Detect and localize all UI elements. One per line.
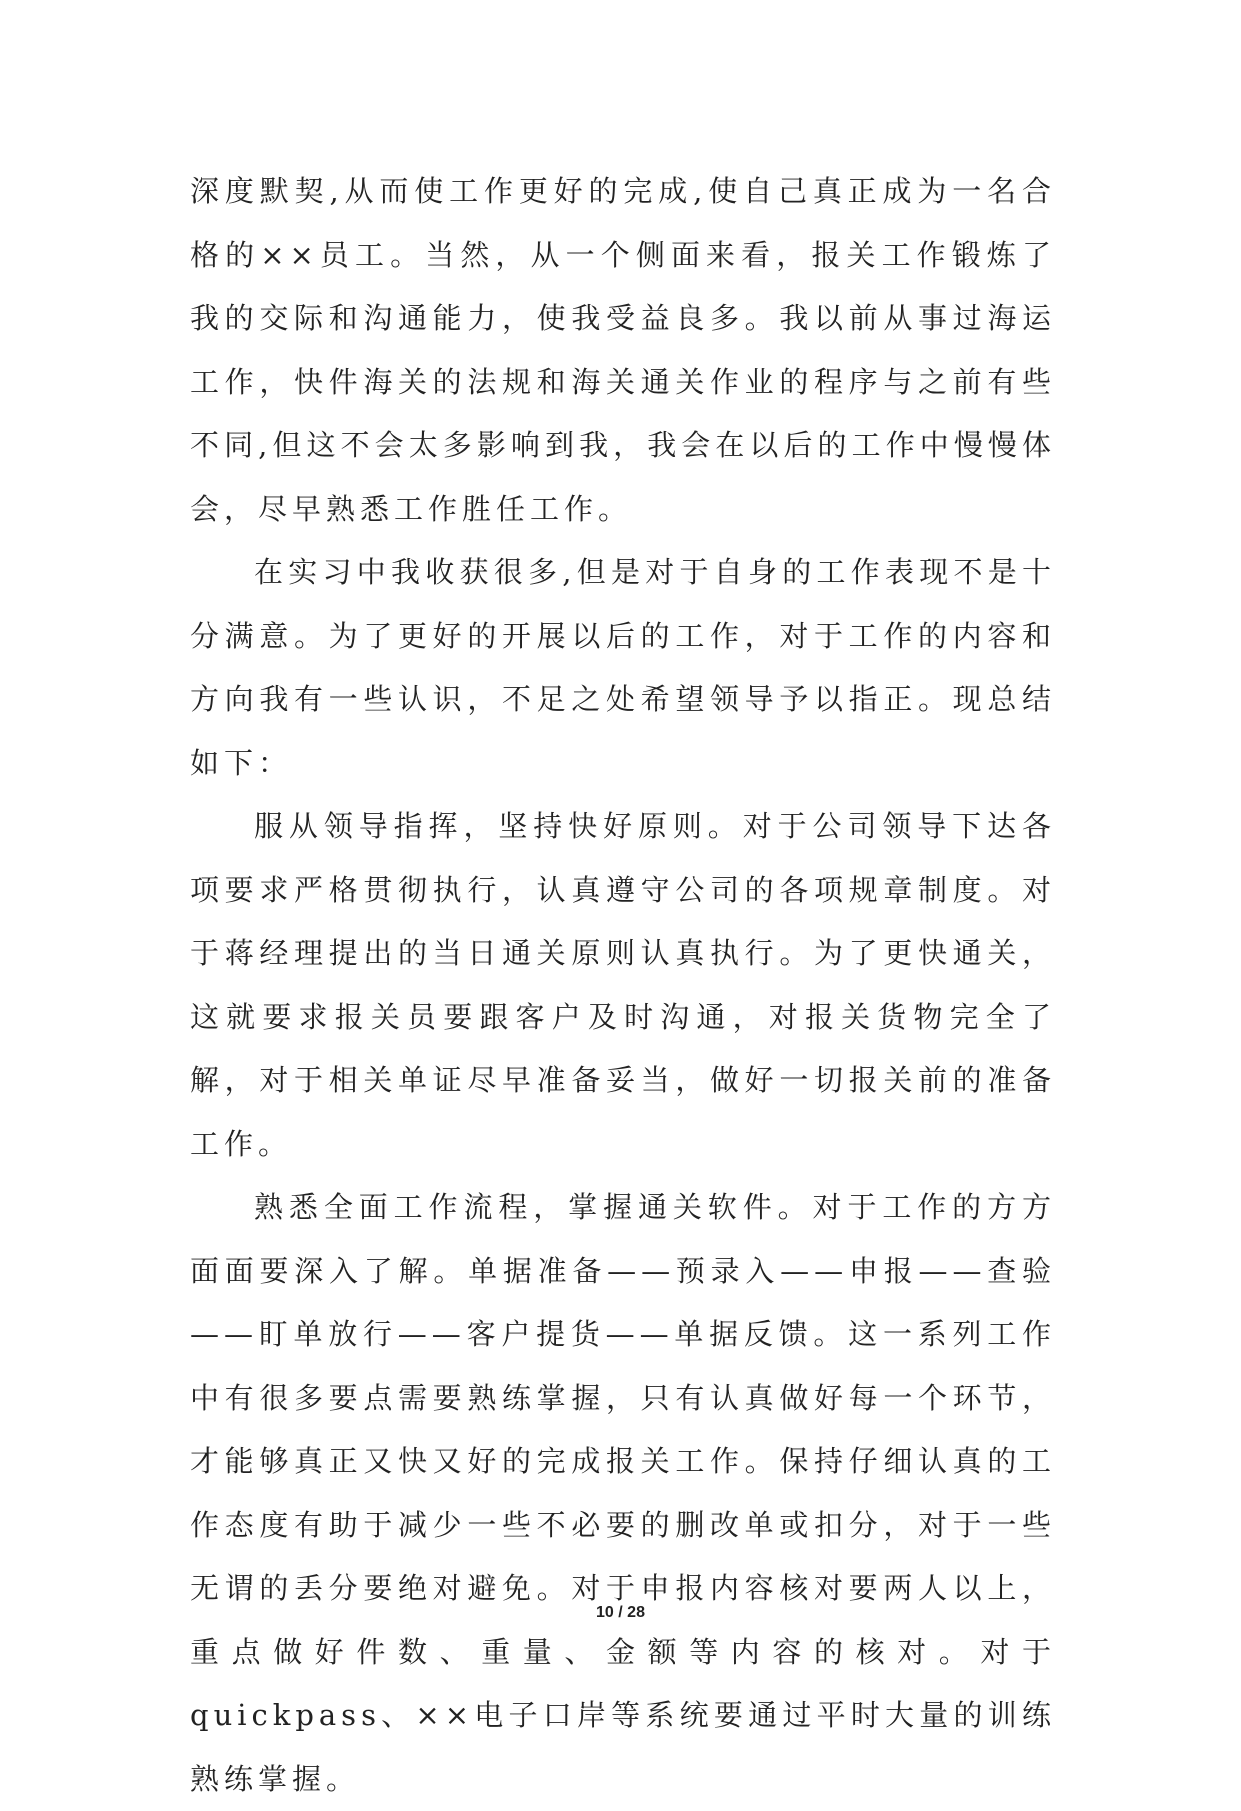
paragraph-internship-gains: 在实习中我收获很多,但是对于自身的工作表现不是十分满意。为了更好的开展以后的工作，对于工作的内容和方向我有一些认识，不足之处希望领导予以指正。现总结如下： <box>190 555 1056 780</box>
paragraph-continued: 深度默契,从而使工作更好的完成,使自己真正成为一名合格的××员工。当然，从一个侧面来看，报关工作锻炼了我的交际和沟通能力，使我受益良多。我以前从事过海运工作，快件海关的法规和海关通关作业的程序与之前有些不同,但这不会太多影响到我，我会在以后的工作中慢慢体会，尽早熟悉工作胜任工作。 <box>190 174 1056 526</box>
page-number: 10 / 28 <box>596 1604 645 1621</box>
body-text <box>190 160 1056 1811</box>
paragraph-follow-leadership: 服从领导指挥，坚持快好原则。对于公司领导下达各项要求严格贯彻执行，认真遵守公司的各项规章制度。对于蒋经理提出的当日通关原则认真执行。为了更快通关，这就要求报关员要跟客户及时沟通，对报关货物完全了解，对于相关单证尽早准备妥当，做好一切报关前的准备工作。 <box>190 809 1056 1161</box>
paragraph-workflow: 熟悉全面工作流程，掌握通关软件。对于工作的方方面面要深入了解。单据准备——预录入——申报——查验——盯单放行——客户提货——单据反馈。这一系列工作中有很多要点需要熟练掌握，只有认真做好每一个环节，才能够真正又快又好的完成报关工作。保持仔细认真的工作态度有助于减少一些不必要的删改单或扣分，对于一些无谓的丢分要绝对避免。对于申报内容核对要两人以上，重点做好件数、重量、金额等内容的核对。对于quickpass、××电子口岸等系统要通过平时大量的训练熟练掌握。 <box>190 1190 1056 1796</box>
